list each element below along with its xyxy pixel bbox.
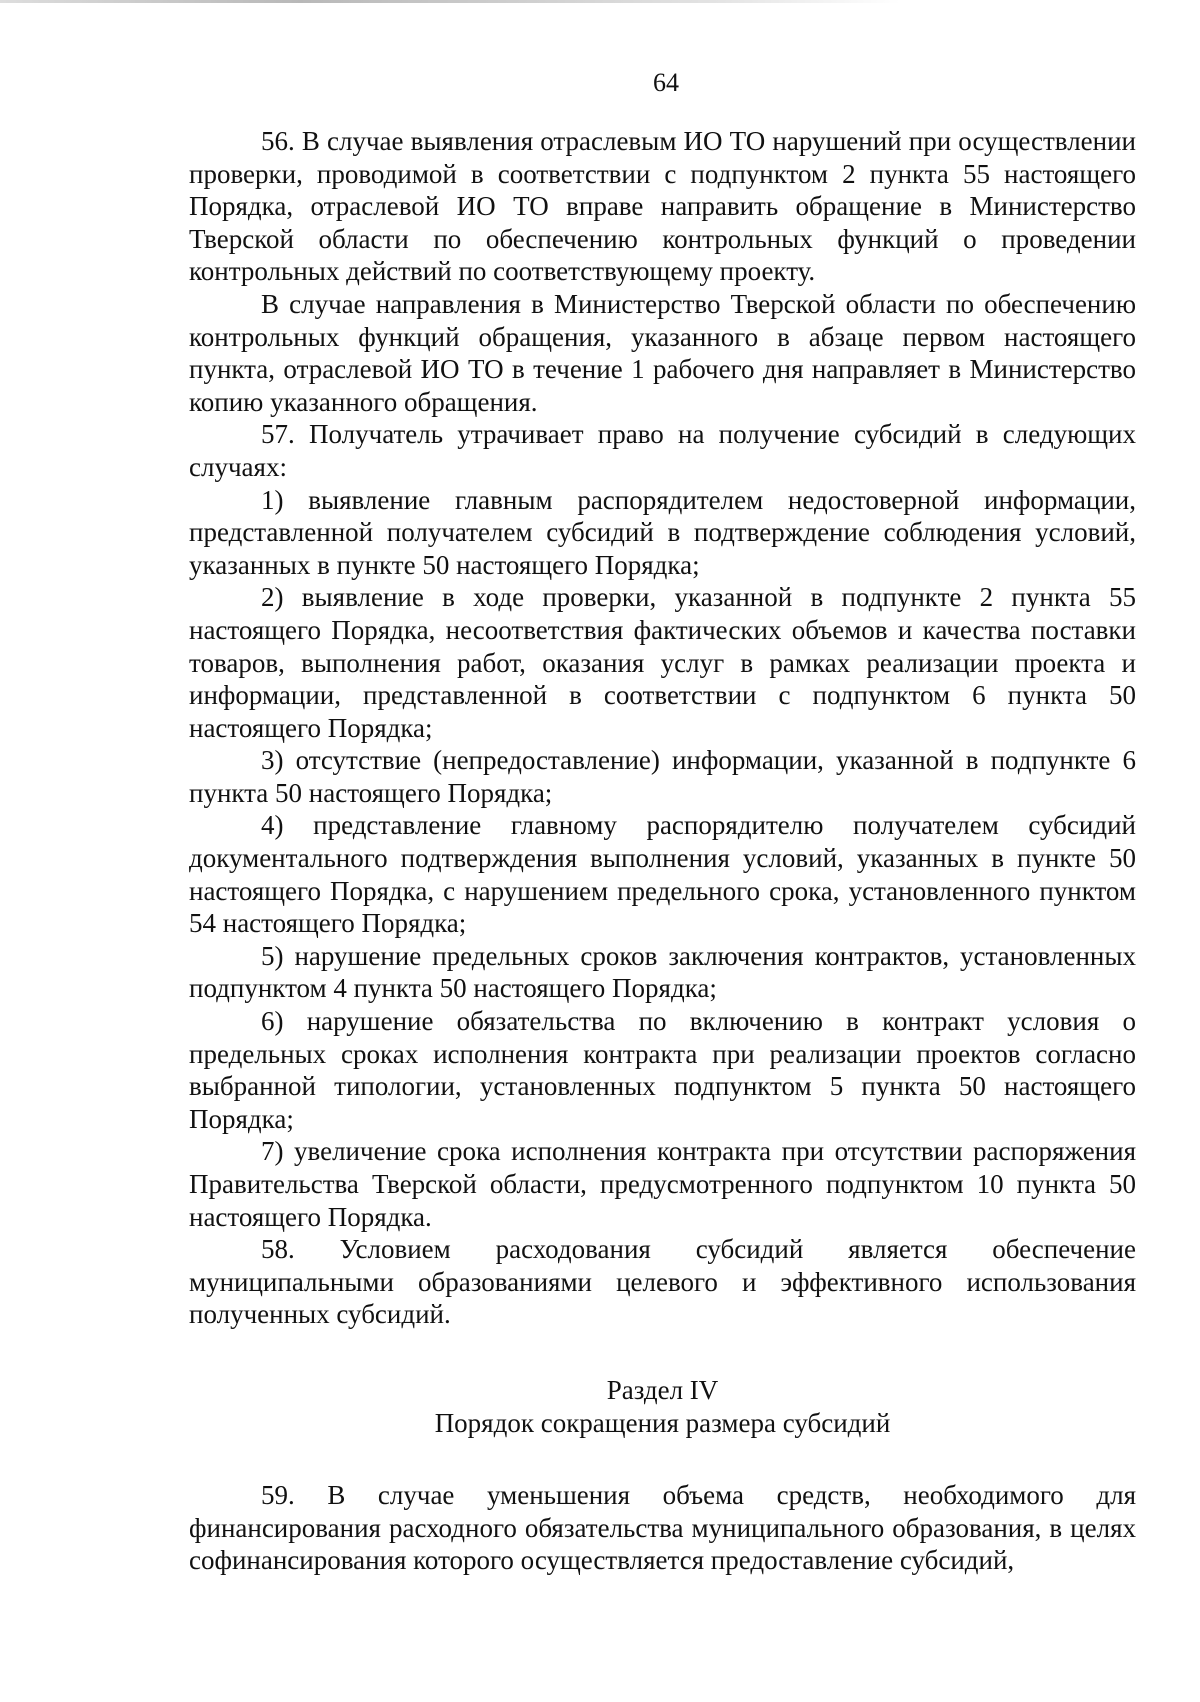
- page-number: 64: [653, 68, 679, 97]
- scan-edge: [0, 0, 1200, 3]
- paragraph-58: 58. Условием расходования субсидий является обеспечение муниципальными образованиями целевого и эффективного использования полученных субсидий.: [189, 1234, 1136, 1330]
- list-item-3: 3) отсутствие (непредоставление) информации, указанной в подпункте 6 пункта 50 настоящего Порядка;: [189, 745, 1136, 808]
- list-item-4: 4) представление главному распорядителю получателем субсидий документального подтверждения выполнения условий, указанных в пункте 50 настоящего Порядка, с нарушением предельного срока, установленного пунктом 54 настоящего Порядка;: [189, 810, 1136, 939]
- section-number: Раздел IV: [606, 1374, 719, 1405]
- list-item-6: 6) нарушение обязательства по включению в контракт условия о предельных сроках исполнения контракта при реализации проектов согласно выбранной типологии, установленных подпунктом 5 пункта 50 настоящего Порядка;: [189, 1006, 1136, 1134]
- paragraph-59: 59. В случае уменьшения объема средств, необходимого для финансирования расходного обязательства муниципального образования, в целях софинансирования которого осуществляется предоставление субсидий,: [189, 1480, 1136, 1576]
- list-item-2: 2) выявление в ходе проверки, указанной в подпункте 2 пункта 55 настоящего Порядка, несоответствия фактических объемов и качества поставки товаров, выполнения работ, оказания услуг в рамках реализации проекта и информации, представленной в соответствии с подпунктом 6 пункта 50 настоящего Порядка;: [189, 582, 1136, 743]
- paragraph-56: 56. В случае выявления отраслевым ИО ТО нарушений при осуществлении проверки, проводимой в соответствии с подпунктом 2 пункта 55 настоящего Порядка, отраслевой ИО ТО вправе направить обращение в Министерство Тверской области по обеспечению контрольных функций о проведении контрольных действий по соответствующему проекту.: [189, 126, 1136, 287]
- list-item-5: 5) нарушение предельных сроков заключения контрактов, установленных подпунктом 4 пункта 50 настоящего Порядка;: [189, 940, 1136, 1004]
- paragraph-57: 57. Получатель утрачивает право на получение субсидий в следующих случаях:: [189, 419, 1136, 482]
- section-title: Порядок сокращения размера субсидий: [434, 1407, 891, 1438]
- document-body: [189, 125, 1136, 1577]
- list-item-7: 7) увеличение срока исполнения контракта при отсутствии распоряжения Правительства Тверской области, предусмотренного подпунктом 10 пункта 50 настоящего Порядка.: [189, 1136, 1136, 1232]
- paragraph-56-second: В случае направления в Министерство Тверской области по обеспечению контрольных функций обращения, указанного в абзаце первом настоящего пункта, отраслевой ИО ТО в течение 1 рабочего дня направляет в Министерство копию указанного обращения.: [189, 288, 1136, 417]
- list-item-1: 1) выявление главным распорядителем недостоверной информации, представленной получателем субсидий в подтверждение соблюдения условий, указанных в пункте 50 настоящего Порядка;: [189, 484, 1136, 580]
